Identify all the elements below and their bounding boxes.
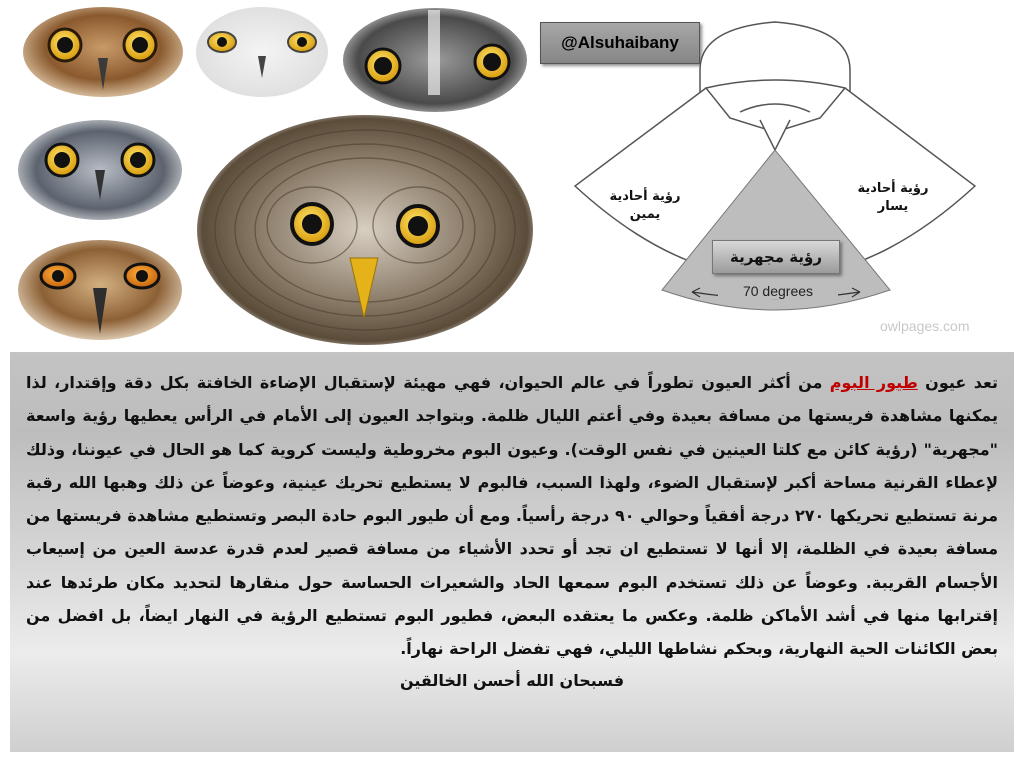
owl-birds-link[interactable]: طيور البوم: [829, 373, 918, 392]
binocular-label: رؤية مجهرية: [712, 240, 840, 274]
source-credit: owlpages.com: [880, 318, 970, 334]
article-panel: [10, 352, 1014, 752]
article-text: من أكثر العيون تطوراً في عالم الحيوان، فهي مهيئة لإستقبال الإضاءة الخافتة بكل دقة وإقتدار، لذا يمكنها مشاهدة فريستها من مسافة بعيدة وفي أعتم الليال ظلمة. وبتواجد العيون إلى الأمام في الرأس يعطيها رؤية واسعة "مجهرية" (رؤية كائن مع كلتا العينين في نفس الوقت). وعيون البوم مخروطية وليست كروية كما هو الحال في عيوننا، وذلك لإعطاء القرنية مساحة أكبر لإستقبال الضوء، ولهذا السبب، فالبوم لا يستطيع تحريك عينية، وعوضاً عن ذلك وهبها الله رقبة مرنة تستطيع تحريكها ٢٧٠ درجة أفقياً وحوالي ٩٠ درجة رأسياً. ومع أن طيور البوم حادة البصر وتستطيع مشاهدة فريستها من مسافة بعيدة في الظلمة، إلا أنها لا تستطيع ان تجد أو تحدد الأشياء من مسافة قصير لعدم قدرة عدسة العين من إسيعاب الأجسام القريبة. وعوضاً عن ذلك تستخدم البوم سمعها الحاد والشعيرات الحساسة حول منقارها لتحديد مكان طرئدها عند إقترابها منها في أشد الأماكن ظلمة. وعكس ما يعتقده البعض، فطيور البوم تستطيع الرؤية في النهار ايضاً، بل افضل من بعض الكائنات الحية النهارية، وبحكم نشاطها الليلي، فهي تفضل الراحة نهاراً.: [26, 373, 999, 659]
owl-photo-1: [23, 7, 183, 97]
monocular-left-label: [848, 180, 938, 216]
monocular-right-label: [600, 188, 690, 224]
owl-eyes-collage: [0, 0, 540, 350]
owl-photo-3: [343, 8, 527, 112]
monocular-left-line1: رؤية أحادية: [857, 181, 929, 196]
owl-photo-6: [197, 115, 533, 345]
owl-photo-5: [18, 240, 182, 340]
article-closing: فسبحان الله أحسن الخالقين: [399, 670, 625, 690]
monocular-right-line1: رؤية أحادية: [609, 189, 681, 204]
article-body: [26, 366, 998, 666]
article-intro: تعد عيون: [917, 373, 998, 392]
monocular-right-line2: يمين: [629, 207, 661, 222]
degrees-label: 70 degrees: [718, 283, 838, 299]
monocular-left-line2: يسار: [877, 199, 909, 214]
owl-photo-4: [18, 120, 182, 220]
author-watermark: @Alsuhaibany: [540, 22, 700, 64]
owl-photo-2: [196, 7, 328, 97]
